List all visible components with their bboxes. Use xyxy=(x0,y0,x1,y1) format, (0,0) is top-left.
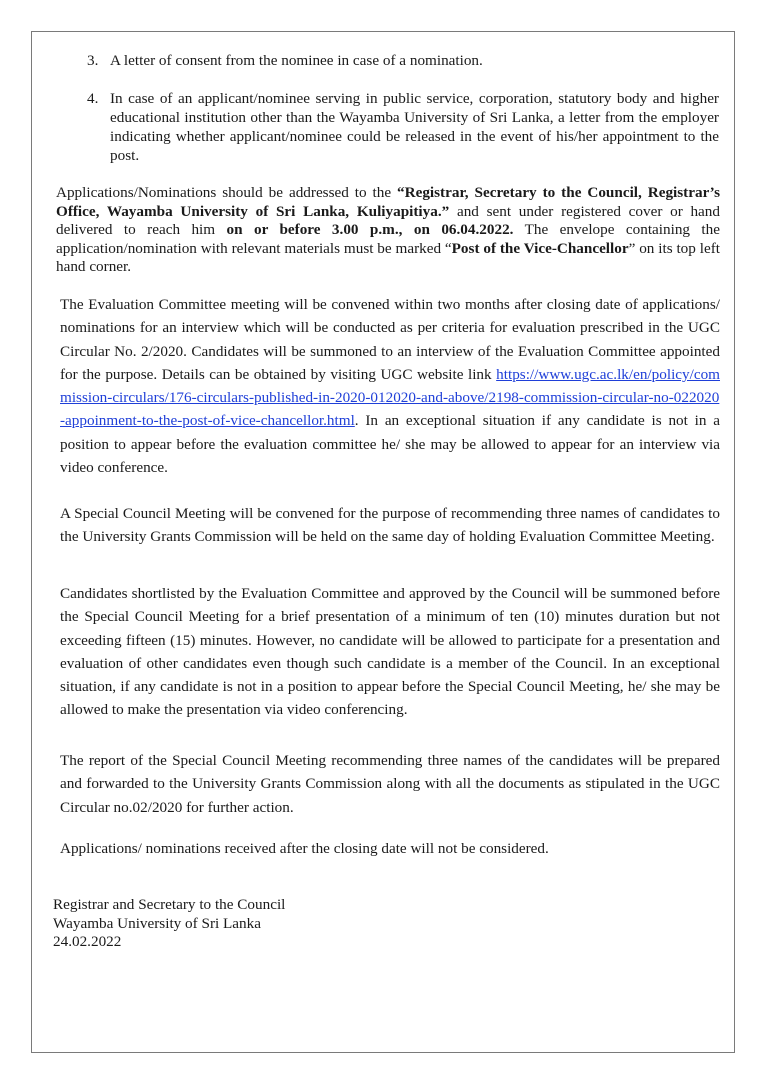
evaluation-text-1: The Evaluation Committee meeting will be convened within two months after closing date of applications/ nominations for an interview which will be conducted as per criteria for evaluation prescribed in the UGC Circular No. 2/2020. Candidates will be summoned to an interview of the Evaluation Committee appointed for the purpose. Details can be obtained by visiting UGC website link xyxy=(60,296,720,383)
address-paragraph xyxy=(56,184,720,277)
signature-title: Registrar and Secretary to the Council xyxy=(53,896,286,913)
list-item-4 xyxy=(87,89,719,165)
registrar-address: “Registrar, Secretary to the Council, Registrar’s Office, Wayamba University of Sri Lanka, Kuliyapitiya.” xyxy=(56,184,720,220)
deadline-text: on or before 3.00 p.m., on 06.04.2022. xyxy=(226,221,514,239)
address-text-2: and sent under registered cover or hand delivered to reach him xyxy=(56,202,720,239)
list-text: In case of an applicant/nominee serving in public service, corporation, statutory body and higher educational institution other than the Wayamba University of Sri Lanka, a letter from the employer indicating whether applicant/nominee could be released in the event of his/her appointment to the post. xyxy=(110,90,719,164)
evaluation-paragraph xyxy=(60,293,720,479)
signature-institution: Wayamba University of Sri Lanka xyxy=(53,914,261,932)
list-number: 4. xyxy=(87,90,99,107)
closing-paragraph xyxy=(60,837,720,860)
address-text-3: The envelope containing the application/nomination with relevant materials must be marked “ xyxy=(56,221,720,257)
signature-date: 24.02.2022 xyxy=(53,933,122,951)
list-number: 3. xyxy=(87,52,99,69)
shortlist-paragraph xyxy=(60,582,720,722)
list-item-3 xyxy=(87,51,719,70)
special-council-paragraph xyxy=(60,502,720,549)
report-paragraph xyxy=(60,749,720,819)
address-text-1: Applications/Nominations should be addressed to the xyxy=(56,184,398,201)
signature-block xyxy=(53,896,285,952)
evaluation-text-2: . In an exceptional situation if any candidate is not in a position to appear before the evaluation committee he/ she may be allowed to appear for an interview via video conference. xyxy=(60,412,720,477)
shortlist-text: Candidates shortlisted by the Evaluation Committee and approved by the Council will be summoned before the Special Council Meeting for a brief presentation of a minimum of ten (10) minutes duration but not exceeding fifteen (15) minutes. However, no candidate will be allowed to participate for a presentation and evaluation of other candidates even though such candidate is a member of the Council. In an exceptional situation, if any candidate is not in a position to appear before the Special Council Meeting, he/ she may be allowed to make the presentation via video conferencing. xyxy=(60,585,720,719)
closing-text: Applications/ nominations received after the closing date will not be considered. xyxy=(60,840,549,857)
list-text: A letter of consent from the nominee in case of a nomination. xyxy=(110,52,483,69)
special-council-text: A Special Council Meeting will be convened for the purpose of recommending three names of candidates to the University Grants Commission will be held on the same day of holding Evaluation Committee Meeting. xyxy=(60,505,720,546)
address-text-4: ” on its top left hand corner. xyxy=(56,239,720,276)
ugc-circular-link[interactable]: https://www.ugc.ac.lk/en/policy/commission-circulars/176-circulars-published-in-2020-012020-and-above/2198-commission-circular-no-022020-appoinment-to-the-post-of-vice-chancellor.html xyxy=(60,365,720,430)
envelope-mark: Post of the Vice-Chancellor xyxy=(451,239,629,257)
report-text: The report of the Special Council Meeting recommending three names of the candidates will be prepared and forwarded to the University Grants Commission along with all the documents as stipulated in the UGC Circular no.02/2020 for further action. xyxy=(60,752,720,816)
